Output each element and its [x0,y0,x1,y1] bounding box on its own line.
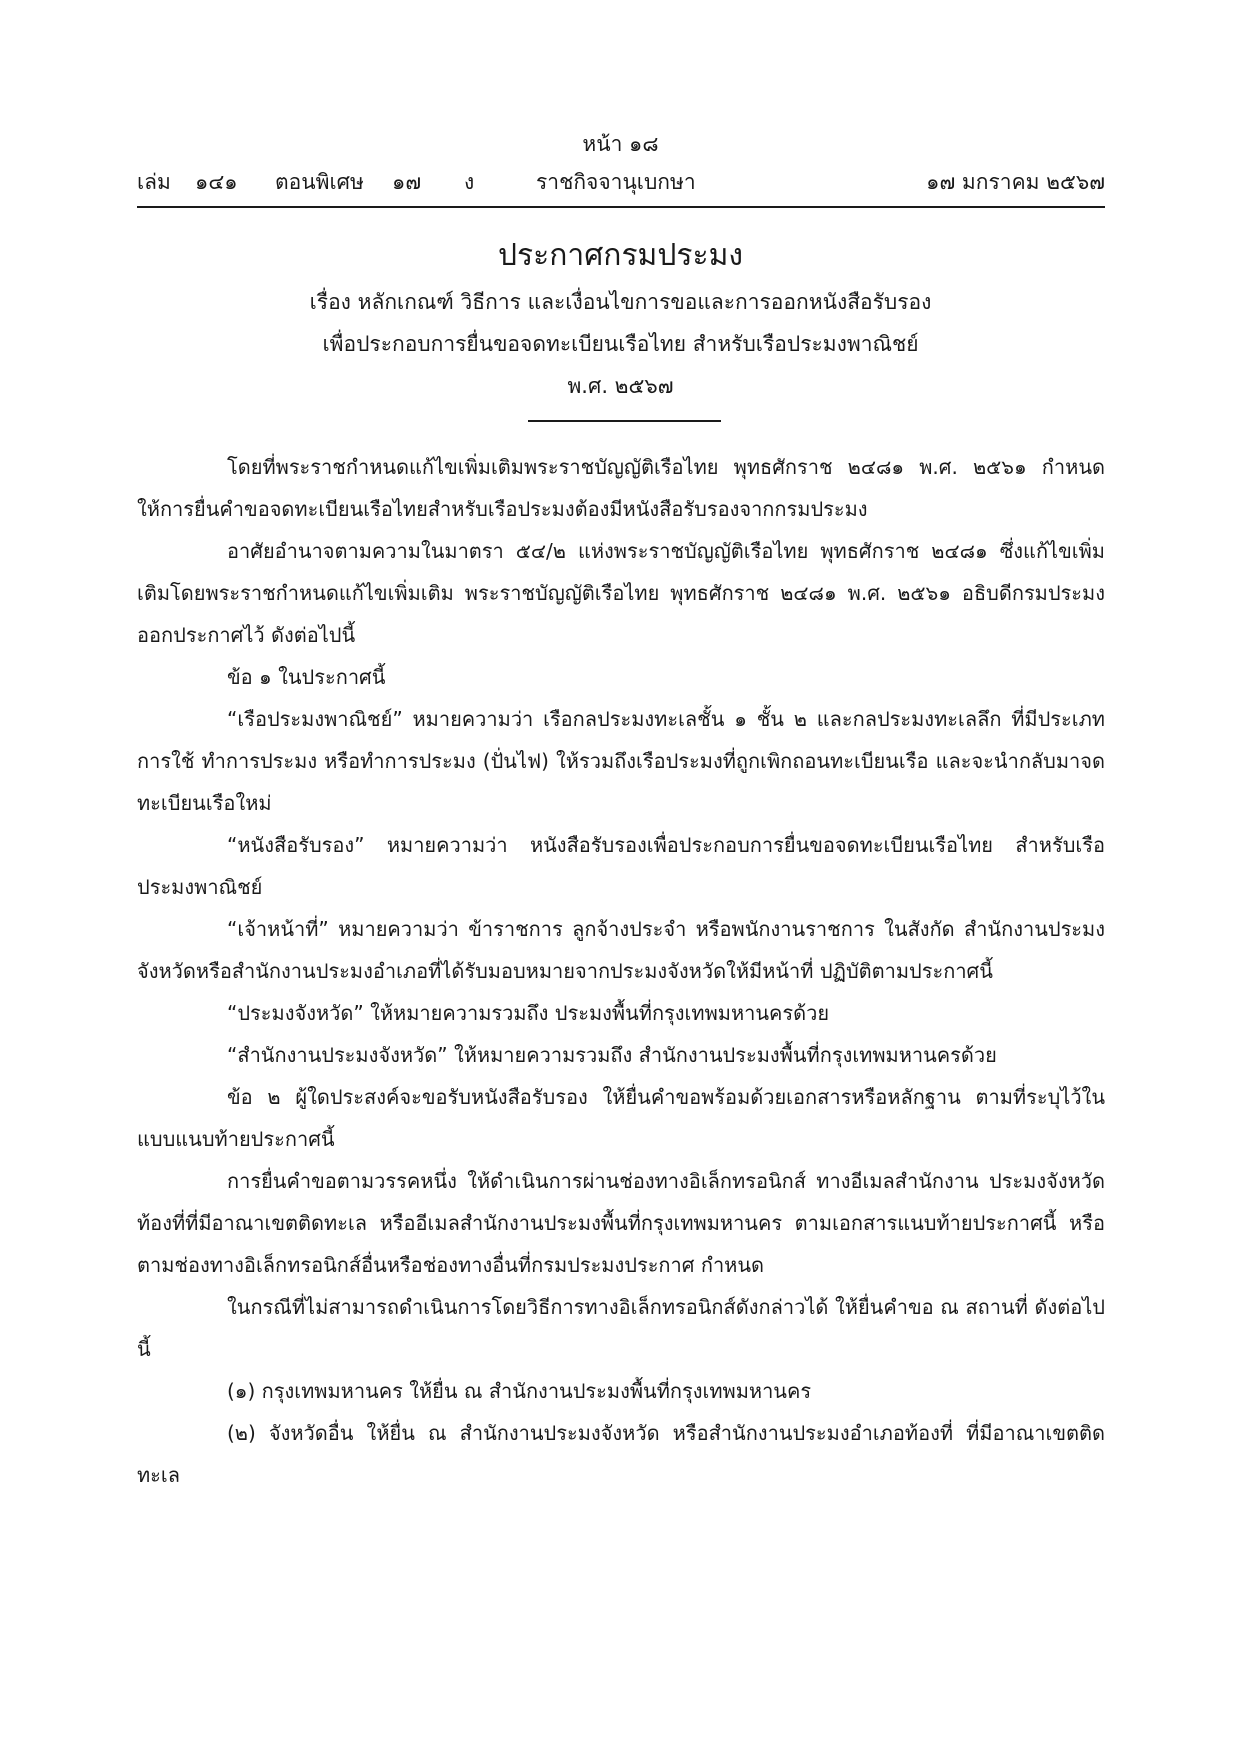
paragraph-alternative-submission: ในกรณีที่ไม่สามารถดำเนินการโดยวิธีการทางอิเล็กทรอนิกส์ดังกล่าวได้ ให้ยื่นคำขอ ณ สถานที่ ดังต่อไปนี้ [137,1295,1105,1361]
definition-officer: “เจ้าหน้าที่” หมายความว่า ข้าราชการ ลูกจ้างประจำ หรือพนักงานราชการ ในสังกัด สำนักงานประมงจังหวัดหรือสำนักงานประมงอำเภอที่ได้รับมอบหมายจากประมงจังหวัดให้มีหน้าที่ ปฏิบัติตามประกาศนี้ [137,917,1105,983]
header-divider [137,206,1105,208]
volume-label: เล่ม [137,170,171,194]
gazette-header [137,168,1105,200]
clause-2: ข้อ ๒ ผู้ใดประสงค์จะขอรับหนังสือรับรอง ให้ยื่นคำขอพร้อมด้วยเอกสารหรือหลักฐาน ตามที่ระบุไว้ในแบบแนบท้ายประกาศนี้ [137,1085,1105,1151]
page-number: หน้า ๑๘ [582,132,659,156]
paragraph-authority: อาศัยอำนาจตามความในมาตรา ๕๔/๒ แห่งพระราชบัญญัติเรือไทย พุทธศักราช ๒๔๘๑ ซึ่งแก้ไขเพิ่มเติมโดยพระราชกำหนดแก้ไขเพิ่มเติม พระราชบัญญัติเรือไทย พุทธศักราช ๒๔๘๑ พ.ศ. ๒๕๖๑ อธิบดีกรมประมง ออกประกาศไว้ ดังต่อไปนี้ [137,539,1105,647]
definition-provincial-fisheries: “ประมงจังหวัด” ให้หมายความรวมถึง ประมงพื้นที่กรุงเทพมหานครด้วย [227,1001,830,1025]
clause-1-heading: ข้อ ๑ ในประกาศนี้ [227,665,386,689]
section-number: ๑๗ [392,170,422,194]
document-title: ประกาศกรมประมง [497,238,744,273]
section-label: ตอนพิเศษ [275,170,364,194]
document-subject-line-1: เรื่อง หลักเกณฑ์ วิธีการ และเงื่อนไขการขอและการออกหนังสือรับรอง [309,290,932,314]
document-body [137,446,1105,1496]
section-letter: ง [464,170,475,194]
publication-date: ๑๗ มกราคม ๒๕๖๗ [926,170,1105,194]
definition-commercial-fishing-vessel: “เรือประมงพาณิชย์” หมายความว่า เรือกลประมงทะเลชั้น ๑ ชั้น ๒ และกลประมงทะเลลึก ที่มีประเภทการใช้ ทำการประมง หรือทำการประมง (ปั่นไฟ) ให้รวมถึงเรือประมงที่ถูกเพิกถอนทะเบียนเรือ และจะนำกลับมาจดทะเบียนเรือใหม่ [137,707,1105,815]
title-divider [528,420,721,422]
gazette-name: ราชกิจจานุเบกษา [536,170,696,194]
volume-number: ๑๔๑ [195,170,238,194]
list-item-bangkok: (๑) กรุงเทพมหานคร ให้ยื่น ณ สำนักงานประมงพื้นที่กรุงเทพมหานคร [227,1379,812,1403]
paragraph-preamble: โดยที่พระราชกำหนดแก้ไขเพิ่มเติมพระราชบัญญัติเรือไทย พุทธศักราช ๒๔๘๑ พ.ศ. ๒๕๖๑ กำหนดให้การยื่นคำขอจดทะเบียนเรือไทยสำหรับเรือประมงต้องมีหนังสือรับรองจากกรมประมง [137,455,1105,521]
paragraph-electronic-submission: การยื่นคำขอตามวรรคหนึ่ง ให้ดำเนินการผ่านช่องทางอิเล็กทรอนิกส์ ทางอีเมลสำนักงาน ประมงจังหวัดท้องที่ที่มีอาณาเขตติดทะเล หรืออีเมลสำนักงานประมงพื้นที่กรุงเทพมหานคร ตามเอกสารแนบท้ายประกาศนี้ หรือตามช่องทางอิเล็กทรอนิกส์อื่นหรือช่องทางอื่นที่กรมประมงประกาศ กำหนด [137,1169,1105,1277]
document-subject-line-2: เพื่อประกอบการยื่นขอจดทะเบียนเรือไทย สำหรับเรือประมงพาณิชย์ [322,332,919,356]
list-item-other-provinces: (๒) จังหวัดอื่น ให้ยื่น ณ สำนักงานประมงจังหวัด หรือสำนักงานประมงอำเภอท้องที่ ที่มีอาณาเขตติดทะเล [137,1421,1105,1487]
document-year: พ.ศ. ๒๕๖๗ [567,374,674,398]
definition-provincial-fisheries-office: “สำนักงานประมงจังหวัด” ให้หมายความรวมถึง สำนักงานประมงพื้นที่กรุงเทพมหานครด้วย [227,1043,997,1067]
definition-certificate: “หนังสือรับรอง” หมายความว่า หนังสือรับรองเพื่อประกอบการยื่นขอจดทะเบียนเรือไทย สำหรับเรือประมงพาณิชย์ [137,833,1105,899]
